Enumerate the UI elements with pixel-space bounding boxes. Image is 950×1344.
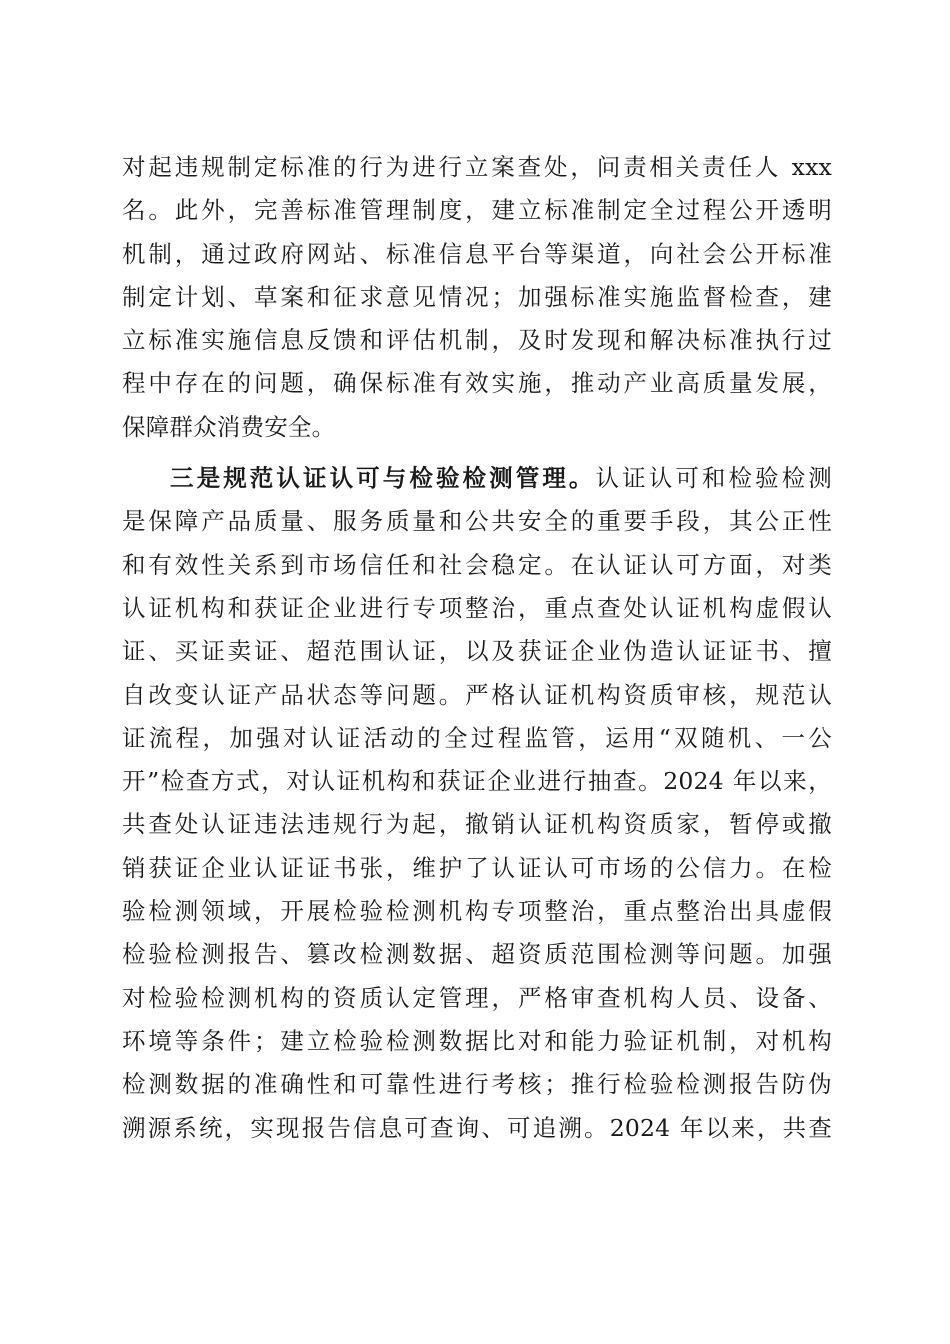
- text-line: 证流程，加强对认证活动的全过程监管，运用“双随机、一公: [122, 723, 832, 752]
- text-line: 认证机构和获证企业进行专项整治，重点查处认证机构虚假认: [122, 593, 832, 622]
- text-line: 制定计划、草案和征求意见情况；加强标准实施监督检查，建: [122, 282, 832, 311]
- text-line: 共查处认证违法违规行为起，撤销认证机构资质家，暂停或撤: [122, 810, 832, 839]
- text-line: 对起违规制定标准的行为进行立案查处，问责相关责任人 xxx: [122, 153, 832, 181]
- text-line: 保障群众消费安全。: [122, 412, 336, 441]
- text-line: 立标准实施信息反馈和评估机制，及时发现和解决标准执行过: [122, 326, 832, 355]
- text-line: 销获证企业认证证书张，维护了认证认可市场的公信力。在检: [122, 853, 832, 882]
- text-line: 证、买证卖证、超范围认证，以及获证企业伪造认证证书、擅: [122, 637, 832, 666]
- document-body: [122, 146, 832, 1150]
- section-heading: 三是规范认证认可与检验检测管理。: [170, 464, 596, 493]
- paragraph-gap: [122, 449, 832, 457]
- paragraph-1: [122, 146, 832, 449]
- text-line: 检测数据的准确性和可靠性进行考核；推行检验检测报告防伪: [122, 1070, 832, 1099]
- text-line: 机制，通过政府网站、标准信息平台等渠道，向社会公开标准: [122, 239, 832, 268]
- text-line: 检验检测报告、篡改检测数据、超资质范围检测等问题。加强: [122, 940, 832, 969]
- text-line: 名。此外，完善标准管理制度，建立标准制定全过程公开透明: [122, 196, 832, 225]
- text-span: 认证认可和检验检测: [595, 464, 832, 493]
- paragraph-2: [122, 457, 832, 1150]
- text-line: 对检验检测机构的资质认定管理，严格审查机构人员、设备、: [122, 983, 832, 1012]
- text-line: 环境等条件；建立检验检测数据比对和能力验证机制，对机构: [122, 1026, 832, 1055]
- text-line-first: [122, 457, 832, 500]
- text-line: 验检测领域，开展检验检测机构专项整治，重点整治出具虚假: [122, 897, 832, 926]
- text-line: 和有效性关系到市场信任和社会稳定。在认证认可方面，对类: [122, 550, 832, 579]
- text-line: 是保障产品质量、服务质量和公共安全的重要手段，其公正性: [122, 507, 832, 536]
- text-line: 溯源系统，实现报告信息可查询、可追溯。2024 年以来，共查: [122, 1113, 832, 1142]
- text-line: 自改变认证产品状态等问题。严格认证机构资质审核，规范认: [122, 680, 832, 709]
- text-line: 程中存在的问题，确保标准有效实施，推动产业高质量发展，: [122, 369, 832, 398]
- text-line: 开”检查方式，对认证机构和获证企业进行抽查。2024 年以来，: [122, 767, 832, 796]
